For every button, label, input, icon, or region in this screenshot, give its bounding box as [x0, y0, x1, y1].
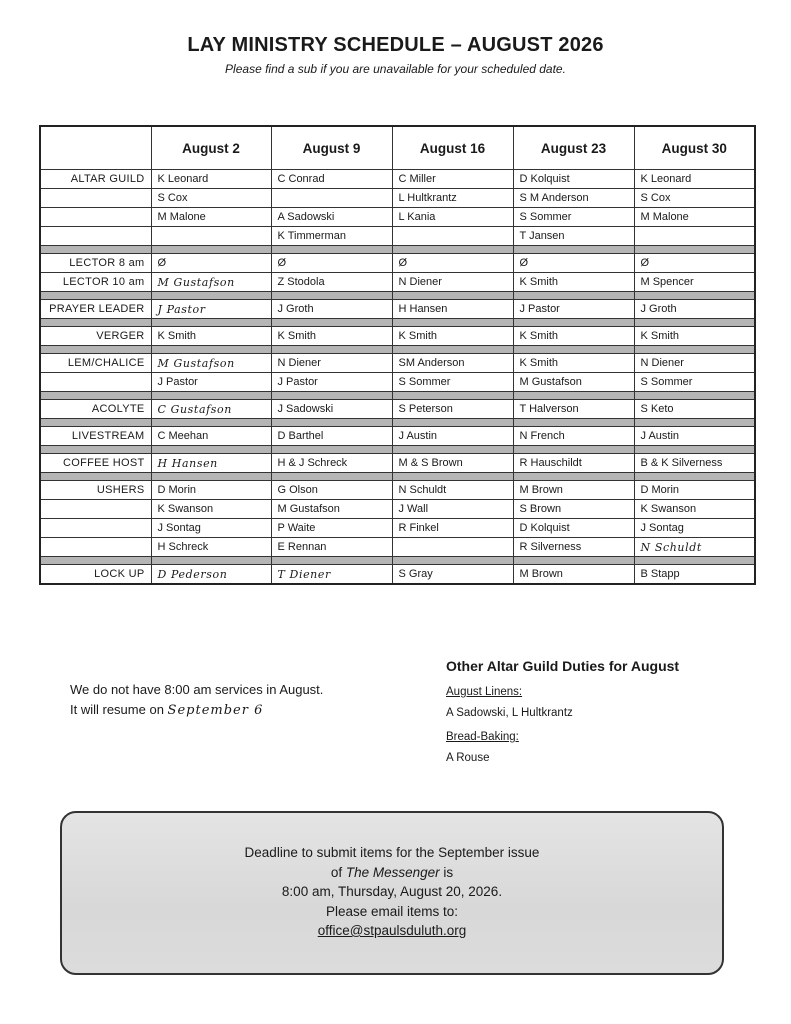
schedule-cell: Ø [392, 254, 513, 273]
separator-cell [634, 419, 755, 427]
separator-cell [151, 392, 271, 400]
schedule-row [40, 208, 755, 227]
separator-cell [513, 473, 634, 481]
schedule-cell: T Halverson [513, 400, 634, 419]
schedule-cell: N Schuldt [634, 538, 755, 557]
schedule-cell: S Cox [634, 189, 755, 208]
service-notice [70, 680, 323, 721]
separator-cell [392, 292, 513, 300]
role-label [40, 227, 151, 246]
schedule-cell: D Pederson [151, 565, 271, 585]
schedule-cell: J Sontag [151, 519, 271, 538]
schedule-cell: R Hauschildt [513, 454, 634, 473]
separator-cell [392, 557, 513, 565]
altar-guild-duties [446, 658, 679, 776]
schedule-cell: B & K Silverness [634, 454, 755, 473]
role-label [40, 519, 151, 538]
separator-cell [392, 392, 513, 400]
schedule-cell: D Morin [151, 481, 271, 500]
separator-cell [40, 446, 151, 454]
schedule-cell: C Gustafson [151, 400, 271, 419]
separator-cell [634, 319, 755, 327]
schedule-cell: K Timmerman [271, 227, 392, 246]
schedule-cell: Ø [634, 254, 755, 273]
separator-cell [513, 246, 634, 254]
schedule-row [40, 254, 755, 273]
group-separator [40, 319, 755, 327]
role-label [40, 208, 151, 227]
separator-cell [271, 346, 392, 354]
separator-cell [392, 419, 513, 427]
separator-cell [40, 246, 151, 254]
schedule-cell: M Malone [634, 208, 755, 227]
bread-value: A Rouse [446, 752, 490, 764]
page-subtitle: Please find a sub if you are unavailable for your scheduled date. [225, 62, 566, 76]
schedule-cell [634, 227, 755, 246]
schedule-cell: B Stapp [634, 565, 755, 585]
schedule-cell: C Miller [392, 170, 513, 189]
schedule-cell: T Diener [271, 565, 392, 585]
schedule-cell: R Finkel [392, 519, 513, 538]
schedule-cell: Ø [271, 254, 392, 273]
schedule-cell [392, 227, 513, 246]
schedule-body [40, 170, 755, 585]
schedule-cell: S Sommer [513, 208, 634, 227]
schedule-cell: J Austin [634, 427, 755, 446]
schedule-cell: Ø [513, 254, 634, 273]
separator-cell [392, 319, 513, 327]
group-separator [40, 346, 755, 354]
separator-cell [271, 557, 392, 565]
column-header: August 9 [271, 126, 392, 170]
group-separator [40, 557, 755, 565]
deadline-line-1: Deadline to submit items for the September issue [244, 845, 540, 860]
separator-cell [513, 346, 634, 354]
schedule-row [40, 300, 755, 319]
role-label: ACOLYTE [40, 400, 151, 419]
schedule-cell: M Gustafson [513, 373, 634, 392]
schedule-cell: M Gustafson [151, 354, 271, 373]
schedule-cell: Ø [151, 254, 271, 273]
separator-cell [634, 557, 755, 565]
schedule-cell: K Swanson [634, 500, 755, 519]
schedule-cell: C Meehan [151, 427, 271, 446]
separator-cell [634, 446, 755, 454]
schedule-cell [392, 538, 513, 557]
separator-cell [151, 473, 271, 481]
role-label [40, 500, 151, 519]
schedule-cell: M Malone [151, 208, 271, 227]
schedule-cell: M Gustafson [271, 500, 392, 519]
deadline-line-2 [62, 863, 722, 883]
schedule-row [40, 519, 755, 538]
schedule-cell: A Sadowski [271, 208, 392, 227]
schedule-cell: E Rennan [271, 538, 392, 557]
schedule-cell: M Gustafson [151, 273, 271, 292]
schedule-cell: J Pastor [151, 300, 271, 319]
schedule-cell: R Silverness [513, 538, 634, 557]
schedule-row [40, 227, 755, 246]
schedule-table [39, 125, 756, 585]
schedule-cell: D Morin [634, 481, 755, 500]
role-label [40, 189, 151, 208]
schedule-row [40, 327, 755, 346]
schedule-cell: J Pastor [271, 373, 392, 392]
group-separator [40, 292, 755, 300]
column-header: August 30 [634, 126, 755, 170]
schedule-cell: K Swanson [151, 500, 271, 519]
separator-cell [392, 473, 513, 481]
group-separator [40, 473, 755, 481]
separator-cell [151, 292, 271, 300]
role-label: LECTOR 10 am [40, 273, 151, 292]
separator-cell [40, 319, 151, 327]
schedule-cell: S M Anderson [513, 189, 634, 208]
separator-cell [40, 346, 151, 354]
role-label: LECTOR 8 am [40, 254, 151, 273]
schedule-cell: D Kolquist [513, 170, 634, 189]
separator-cell [40, 392, 151, 400]
separator-cell [513, 557, 634, 565]
separator-cell [392, 246, 513, 254]
schedule-cell: N Diener [271, 354, 392, 373]
schedule-row [40, 427, 755, 446]
schedule-cell: H Hansen [392, 300, 513, 319]
group-separator [40, 246, 755, 254]
separator-cell [513, 292, 634, 300]
schedule-cell: P Waite [271, 519, 392, 538]
schedule-cell: K Smith [513, 354, 634, 373]
schedule-cell: Z Stodola [271, 273, 392, 292]
separator-cell [40, 557, 151, 565]
schedule-cell: K Leonard [634, 170, 755, 189]
schedule-row [40, 538, 755, 557]
role-label [40, 538, 151, 557]
schedule-row [40, 565, 755, 585]
separator-cell [634, 292, 755, 300]
duties-heading: Other Altar Guild Duties for August [446, 658, 680, 674]
schedule-cell: SM Anderson [392, 354, 513, 373]
schedule-cell: N Schuldt [392, 481, 513, 500]
role-label: ALTAR GUILD [40, 170, 151, 189]
linens-label: August Linens: [446, 686, 523, 698]
deadline-box [60, 811, 724, 975]
schedule-cell: J Sadowski [271, 400, 392, 419]
schedule-cell: T Jansen [513, 227, 634, 246]
group-separator [40, 392, 755, 400]
schedule-cell: J Pastor [151, 373, 271, 392]
schedule-cell: H Schreck [151, 538, 271, 557]
separator-cell [634, 392, 755, 400]
schedule-cell: N Diener [392, 273, 513, 292]
schedule-cell: H & J Schreck [271, 454, 392, 473]
separator-cell [151, 246, 271, 254]
separator-cell [151, 446, 271, 454]
schedule-row [40, 454, 755, 473]
schedule-cell: S Sommer [634, 373, 755, 392]
separator-cell [392, 346, 513, 354]
schedule-row [40, 500, 755, 519]
schedule-row [40, 354, 755, 373]
schedule-cell: H Hansen [151, 454, 271, 473]
deadline-of: of [330, 864, 343, 880]
schedule-cell: S Gray [392, 565, 513, 585]
schedule-cell: K Smith [392, 327, 513, 346]
schedule-cell: K Leonard [151, 170, 271, 189]
separator-cell [513, 446, 634, 454]
page-title: LAY MINISTRY SCHEDULE – AUGUST 2026 [187, 34, 604, 56]
schedule-cell [151, 227, 271, 246]
deadline-text [62, 843, 722, 941]
schedule-row [40, 170, 755, 189]
deadline-line-4: Please email items to: [325, 903, 459, 919]
role-label: USHERS [40, 481, 151, 500]
schedule-cell: S Sommer [392, 373, 513, 392]
publication-name: The Messenger [345, 864, 440, 880]
schedule-cell: J Groth [634, 300, 755, 319]
schedule-row [40, 400, 755, 419]
schedule-cell: G Olson [271, 481, 392, 500]
schedule-cell: K Smith [513, 273, 634, 292]
schedule-cell: L Kania [392, 208, 513, 227]
schedule-cell: C Conrad [271, 170, 392, 189]
schedule-cell: N French [513, 427, 634, 446]
schedule-cell: K Smith [513, 327, 634, 346]
separator-cell [151, 346, 271, 354]
separator-cell [634, 473, 755, 481]
separator-cell [151, 557, 271, 565]
group-separator [40, 419, 755, 427]
separator-cell [271, 419, 392, 427]
schedule-cell: J Groth [271, 300, 392, 319]
schedule-cell: K Smith [151, 327, 271, 346]
schedule-row [40, 373, 755, 392]
separator-cell [271, 392, 392, 400]
separator-cell [151, 319, 271, 327]
schedule-cell: D Barthel [271, 427, 392, 446]
separator-cell [151, 419, 271, 427]
column-header: August 2 [151, 126, 271, 170]
separator-cell [271, 446, 392, 454]
schedule-row [40, 189, 755, 208]
separator-cell [271, 292, 392, 300]
deadline-date: 8:00 am, Thursday, August 20, 2026. [281, 884, 503, 899]
schedule-cell: D Kolquist [513, 519, 634, 538]
email-link[interactable]: office@stpaulsduluth.org [317, 923, 467, 938]
role-label [40, 373, 151, 392]
schedule-row [40, 481, 755, 500]
notice-line-2-prefix: It will resume on [70, 702, 164, 717]
schedule-cell: M & S Brown [392, 454, 513, 473]
schedule-cell: S Peterson [392, 400, 513, 419]
header-corner [40, 126, 151, 170]
bread-label: Bread-Baking: [446, 731, 519, 743]
role-label: LEM/CHALICE [40, 354, 151, 373]
role-label: LOCK UP [40, 565, 151, 585]
role-label: PRAYER LEADER [40, 300, 151, 319]
schedule-cell: S Keto [634, 400, 755, 419]
separator-cell [271, 473, 392, 481]
separator-cell [40, 473, 151, 481]
schedule-cell: J Wall [392, 500, 513, 519]
schedule-cell: S Cox [151, 189, 271, 208]
schedule-cell: L Hultkrantz [392, 189, 513, 208]
schedule-cell: K Smith [271, 327, 392, 346]
column-header: August 16 [392, 126, 513, 170]
column-header: August 23 [513, 126, 634, 170]
schedule-cell: J Austin [392, 427, 513, 446]
separator-cell [513, 319, 634, 327]
deadline-is: is [443, 864, 454, 880]
separator-cell [513, 392, 634, 400]
schedule-cell: M Spencer [634, 273, 755, 292]
group-separator [40, 446, 755, 454]
schedule-cell: M Brown [513, 481, 634, 500]
linens-value: A Sadowski, L Hultkrantz [446, 707, 573, 719]
schedule-cell: K Smith [634, 327, 755, 346]
schedule-header-row [40, 126, 755, 170]
separator-cell [40, 292, 151, 300]
notice-line-2 [70, 700, 323, 721]
role-label: LIVESTREAM [40, 427, 151, 446]
role-label: COFFEE HOST [40, 454, 151, 473]
separator-cell [513, 419, 634, 427]
role-label: VERGER [40, 327, 151, 346]
schedule-cell: S Brown [513, 500, 634, 519]
separator-cell [634, 246, 755, 254]
schedule-cell: N Diener [634, 354, 755, 373]
schedule-row [40, 273, 755, 292]
separator-cell [271, 246, 392, 254]
handwritten-date: September 6 [167, 703, 264, 718]
separator-cell [392, 446, 513, 454]
schedule-cell [271, 189, 392, 208]
separator-cell [40, 419, 151, 427]
separator-cell [271, 319, 392, 327]
schedule-cell: M Brown [513, 565, 634, 585]
schedule-cell: J Sontag [634, 519, 755, 538]
schedule-cell: J Pastor [513, 300, 634, 319]
notice-line-1: We do not have 8:00 am services in August. [70, 682, 324, 697]
separator-cell [634, 346, 755, 354]
